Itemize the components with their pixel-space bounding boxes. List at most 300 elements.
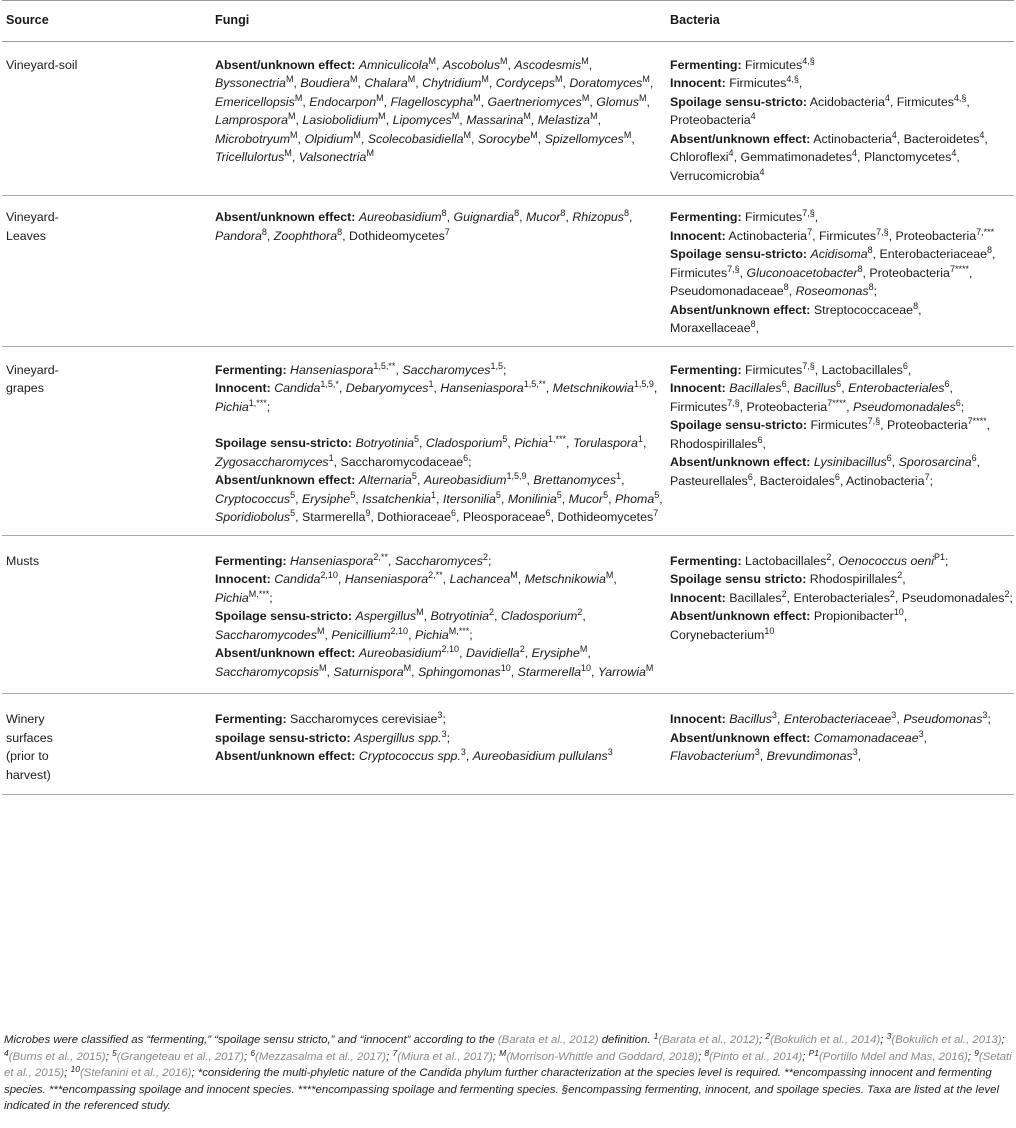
taxon-name: Saccharomyces [402, 362, 491, 377]
taxon-ref: 7**** [967, 416, 987, 426]
taxon-entry [596, 92, 647, 109]
taxon-entry [377, 510, 456, 524]
taxon-name: Dothioraceae [377, 510, 451, 524]
taxon-name: Emericellopsis [215, 94, 295, 109]
taxon-name: Streptococcaceae [813, 302, 914, 317]
taxon-entry [853, 397, 961, 414]
taxon-ref: 6 [463, 452, 469, 463]
category-end: ; [487, 553, 492, 568]
taxon-ref: 4 [852, 148, 858, 158]
category-end: ; [446, 730, 451, 745]
taxon-entry [501, 609, 582, 623]
taxon-ref: 2,** [428, 570, 443, 580]
taxon-entry [466, 646, 525, 660]
fungi-cell [215, 346, 670, 535]
taxon-ref: 3 [891, 710, 897, 720]
category-label: Absent/unknown effect: [215, 473, 356, 487]
taxon-entry [362, 489, 436, 506]
footnote-ref: (Setati et al., 2015) [4, 1050, 1012, 1079]
taxon-entry [463, 510, 551, 524]
taxon-ref: 1 [616, 471, 622, 481]
taxon-entry [728, 226, 813, 243]
category-label: Innocent: [670, 228, 726, 243]
footnote-ref: (Morrison-Whittle and Goddard, 2018) [506, 1050, 699, 1063]
taxon-ref: M [530, 129, 538, 140]
taxon-name: Actinobacteria [728, 228, 808, 243]
taxon-entry [215, 588, 270, 605]
taxon-ref: 6 [757, 434, 763, 445]
taxon-ref: 7,§ [802, 208, 815, 218]
taxon-ref: 5 [654, 489, 660, 500]
taxon-entry [333, 662, 412, 679]
taxon-ref: 2,10 [390, 625, 409, 636]
taxon-entry [729, 712, 777, 726]
category-label: Innocent: [670, 590, 726, 605]
taxon-entry [507, 489, 562, 506]
taxon-ref: 5 [350, 489, 356, 500]
taxon-ref: 1,5,** [523, 379, 546, 389]
taxon-name: Propionibacter [813, 609, 894, 623]
category-label: Fermenting: [215, 553, 287, 568]
taxon-entry [670, 150, 734, 164]
taxon-entry [215, 150, 292, 164]
taxon-ref: 6 [902, 360, 908, 371]
footnote-ref: (Barata et al., 2012) [658, 1034, 760, 1046]
taxon-entry [290, 551, 388, 568]
taxon-ref: M [294, 92, 303, 103]
taxon-ref: 8 [868, 282, 874, 292]
taxon-entry [274, 381, 339, 395]
category-block [215, 729, 670, 748]
taxon-name: Starmerella [302, 510, 366, 524]
taxon-ref: 7 [653, 508, 659, 518]
category-label: Fermenting: [670, 553, 742, 568]
taxon-ref: 3 [441, 728, 447, 739]
taxon-name: Mucor [568, 491, 604, 506]
taxon-name: Firmicutes [670, 399, 728, 414]
taxon-entry [903, 712, 987, 726]
taxon-name: Firmicutes [745, 210, 803, 224]
taxon-name: Lachancea [449, 572, 511, 586]
category-label: Fermenting: [670, 362, 742, 377]
taxon-name: Mucor [525, 210, 561, 224]
taxon-name: Erysiphe [301, 491, 351, 506]
category-label: Fermenting: [670, 57, 742, 72]
taxon-name: Pleosporaceae [462, 510, 546, 524]
category-block: Fermenting: Lactobacillales$^2$, Oenococcus oeni$^{P1}$; [670, 551, 949, 568]
taxon-name: Acidisoma [810, 247, 868, 261]
taxon-entry [573, 436, 643, 450]
taxon-ref: 3 [771, 710, 777, 720]
table-row [2, 41, 1014, 196]
taxon-name: Pseudomonadales [853, 399, 956, 414]
category-block [670, 208, 1014, 227]
category-label: Absent/unknown effect: [670, 730, 811, 745]
taxon-ref: M [407, 74, 416, 84]
taxon-name: Pichia [215, 399, 249, 414]
taxon-name: Cladosporium [500, 609, 578, 623]
taxon-entry [810, 572, 902, 586]
taxon-ref: 7,§ [727, 263, 740, 274]
taxon-name: Pichia [414, 627, 449, 642]
taxon-entry [538, 113, 598, 127]
taxon-entry [301, 489, 356, 506]
taxon-ref: 1,5,9 [506, 471, 527, 481]
taxon-ref: 4 [951, 148, 957, 158]
taxon-ref: 8 [750, 319, 756, 329]
taxon-entry [359, 473, 417, 487]
category-block: Spoilage sensu-stricto: Acidobacteria$^4$, Firmicutes$^{4,\S}$, Proteobacteria$^4$ [670, 92, 970, 127]
taxon-ref: 2,10 [320, 570, 338, 580]
footnote-ref: (Burns et al., 2015) [8, 1050, 106, 1063]
taxon-entry [740, 150, 857, 164]
taxon-ref: 7**** [827, 397, 847, 408]
taxon-entry [390, 92, 481, 109]
taxon-name: Lamprospora [215, 113, 289, 127]
category-block: Spoilage sensu-stricto: Botryotinia$^5$, Cladosporium$^5$, Pichia$^{1,***}$, Torulaspora$^1$, Zygosaccharomyces$^1$, Saccharomycodaceae$^6$; [215, 434, 647, 469]
taxon-entry [745, 551, 832, 568]
taxon-name: Pandora [215, 228, 262, 243]
footnote-ref: (Barata et al., 2012) [497, 1034, 599, 1046]
taxon-name: Gaertneriomyces [487, 94, 582, 109]
taxon-name: Melastiza [537, 113, 591, 127]
taxon-ref: 10 [580, 662, 591, 673]
taxon-ref: M [473, 92, 481, 103]
taxon-name: Penicillium [331, 627, 391, 642]
taxon-ref: M [623, 129, 632, 140]
taxon-name: Issatchenkia [362, 491, 431, 506]
taxon-name: Chloroflexi [670, 150, 729, 164]
category-label: Spoilage sensu-stricto: [215, 609, 353, 623]
source-label: Vineyard-Leaves [6, 210, 59, 243]
taxon-name: Proteobacteria [895, 228, 977, 243]
taxon-name: Bacteroidales [759, 473, 835, 488]
taxon-name: Aureobasidium pullulans [472, 749, 608, 763]
taxon-entry [414, 625, 470, 642]
taxon-entry [813, 728, 924, 745]
taxon-name: Aureobasidium [358, 210, 442, 224]
taxon-entry [422, 76, 489, 90]
taxon-ref: 8 [783, 282, 789, 292]
source-cell [2, 196, 215, 347]
taxon-name: Chalara [364, 76, 408, 90]
taxon-ref: 9 [365, 508, 371, 518]
taxon-ref: 7,§ [802, 360, 815, 371]
taxon-ref: 8 [913, 300, 919, 311]
category-label: Spoilage sensu stricto: [670, 572, 807, 586]
category-label: Fermenting: [215, 712, 287, 726]
taxon-entry [514, 55, 589, 72]
taxon-name: Comamonadaceae [813, 730, 919, 745]
taxon-entry [215, 226, 267, 243]
category-block: Innocent: Candida$^{2,10}$, Hanseniaspora$^{2,**}$, Lachancea$^M$, Metschnikowia$^M$, Pichia$^{M,***}$; [215, 570, 617, 605]
taxon-entry [215, 92, 303, 109]
taxon-ref: 5 [495, 489, 501, 500]
taxon-entry [821, 360, 908, 377]
taxon-name: Pichia [514, 436, 549, 450]
fungi-cell [215, 41, 670, 196]
footnote-ref-marker: 8 [704, 1047, 710, 1058]
taxon-entry [793, 588, 895, 605]
taxon-name: Oenococcus oeni [838, 553, 934, 568]
taxon-ref: 4 [728, 148, 734, 158]
taxon-entry [215, 129, 298, 146]
taxon-ref: 10 [764, 625, 775, 636]
taxon-entry [424, 473, 527, 487]
taxon-name: Enterobacteriaceae [783, 712, 892, 726]
bacteria-cell [670, 535, 1014, 694]
taxon-entry [473, 749, 613, 763]
taxon-entry [746, 263, 863, 280]
category-end: , [902, 572, 906, 586]
taxon-name: Endocarpon [309, 94, 377, 109]
taxon-name: Aureobasidium [423, 473, 507, 487]
taxon-entry [880, 247, 992, 261]
taxon-ref: 2 [489, 607, 495, 617]
taxon-name: Hanseniaspora [290, 553, 374, 568]
category-label: Fermenting: [215, 362, 287, 377]
taxon-entry [496, 76, 563, 90]
taxon-ref: M,*** [448, 625, 470, 636]
taxon-name: Aureobasidium [358, 646, 442, 660]
taxon-ref: M [605, 570, 614, 580]
taxon-entry [215, 397, 267, 414]
taxon-ref: 4 [750, 111, 756, 121]
taxon-entry [300, 76, 357, 90]
footnote-intro: Microbes were classified as “fermenting,” “spoilage sensu stricto,” and “innocent” according to the [4, 1034, 495, 1046]
taxon-entry [864, 150, 956, 164]
taxon-entry [358, 55, 436, 72]
taxon-entry [309, 92, 384, 109]
taxon-ref: P1 [933, 551, 945, 562]
taxon-name: Hanseniaspora [440, 381, 524, 395]
taxon-entry [514, 436, 566, 450]
taxon-name: Enterobacteriales [848, 381, 945, 395]
taxon-ref: 7 [807, 226, 813, 237]
taxon-ref: 3 [754, 747, 760, 757]
taxon-ref: M [353, 129, 361, 140]
taxon-name: Moraxellaceae [670, 321, 751, 335]
table-body [2, 41, 1014, 795]
footnote-ref: (Pinto et al., 2014) [709, 1050, 803, 1063]
taxon-ref: 3 [607, 747, 613, 757]
taxon-entry [349, 226, 450, 243]
taxon-name: Alternaria [358, 473, 412, 487]
taxon-name: Brettanomyces [533, 473, 617, 487]
category-end: ; [469, 627, 473, 642]
source-cell [2, 694, 215, 795]
category-label: Innocent: [215, 381, 271, 395]
source-label: Vineyard-soil [6, 57, 78, 72]
taxon-entry [814, 455, 892, 469]
category-end: ; [987, 712, 991, 726]
microbes-table [2, 0, 1014, 795]
taxon-entry [670, 321, 756, 335]
taxon-ref: M [349, 74, 358, 84]
category-block: Spoilage sensu-stricto: Firmicutes$^{7,\S}$, Proteobacteria$^{7****}$, Rhodospirillales$^6$, [670, 416, 991, 451]
taxon-name: Lactobacillales [821, 362, 903, 377]
taxon-entry [746, 397, 847, 414]
taxon-name: Firmicutes [810, 418, 868, 432]
taxon-entry [302, 510, 370, 524]
taxon-name: Ascodesmis [514, 57, 582, 72]
footnote-ref: (Bokulich et al., 2013) [891, 1034, 1002, 1046]
taxon-entry [745, 360, 815, 377]
taxon-name: Bacillus [793, 381, 837, 395]
taxon-name: Monilinia [507, 491, 557, 506]
footnote-ref: (Portillo Mdel and Mas, 2016) [818, 1050, 968, 1063]
taxon-entry [532, 646, 588, 660]
footnote-ref-marker: 4 [4, 1047, 9, 1058]
footnote-ref-marker: 3 [886, 1031, 892, 1041]
taxon-ref: 6 [944, 379, 950, 389]
taxon-ref: 8 [987, 245, 993, 255]
taxon-ref: 1,5 [490, 360, 503, 371]
category-block: Absent/unknown effect: Alternaria$^5$, Aureobasidium$^{1,5,9}$, Brettanomyces$^1$, Cryptococcus$^5$, Erysiphe$^5$, Issatchenkia$^1$, Itersonilia$^5$, Monilinia$^5$, Mucor$^5$, Phoma$^5$, Sporidiobolus$^5$, Starmerella$^9$, Dothioraceae$^6$, Pleosporaceae$^6$, Dothideomycetes$^7$ [215, 471, 663, 524]
taxon-entry [340, 452, 472, 469]
taxon-ref: 6 [955, 397, 961, 408]
taxon-ref: M [318, 662, 327, 673]
taxon-ref: 1,5,** [373, 360, 396, 371]
taxon-entry [299, 150, 374, 164]
taxon-ref: 1 [637, 434, 643, 444]
table-footnote: Microbes were classified as “fermenting,” “spoilage sensu stricto,” and “innocent” according to the (Barata et al., 2012) definition. $^1$(Barata et al., 2012); $^2$(Bokulich et al., 2014); $^3$(Bokulich et al., 2013); $^4$(Burns et al., 2015); $^5$(Grangeteau et al., 2017); $^6$(Mezzasalma et al., 2017); $^7$(Miura et al., 2017); $^M$(Morrison-Whittle and Goddard, 2018); $^8$(Pinto et al., 2014); $^{P1}$(Portillo Mdel and Mas, 2016); $^9$(Setati et al., 2015); $^{10}$(Stefanini et al., 2016); *considering the multi-phyletic nature of the Candida phylum further characterization at the species level is required. **encompassing innocent and fermenting species. ***encompassing spoilage and innocent species. ****encompassing spoilage and fermenting species. §encompassing fermenting, innocent, and spoilage species. Taxa are listed at the level indicated in the referenced study. [4, 1031, 1012, 1112]
taxon-name: Cladosporium [425, 436, 503, 450]
taxon-entry [367, 129, 471, 146]
taxon-entry [796, 284, 874, 298]
taxon-entry [670, 625, 775, 642]
taxon-ref: M [581, 55, 589, 66]
taxon-name: Zoophthora [273, 228, 338, 243]
taxon-name: Sporidiobolus [215, 510, 291, 524]
taxon-entry [544, 129, 632, 146]
taxon-entry [364, 76, 415, 90]
taxon-entry [670, 471, 753, 488]
category-block: Fermenting: Firmicutes$^{7,\S}$, Lactobacillales$^6$, [670, 360, 912, 377]
taxon-entry [393, 113, 460, 127]
taxon-entry [290, 360, 396, 377]
footnote-ref: (Stefanini et al., 2016) [79, 1067, 192, 1079]
taxon-ref: M [554, 74, 563, 84]
taxon-entry [215, 489, 296, 506]
taxon-name: Flavobacterium [670, 749, 755, 763]
category-end: ; [873, 284, 878, 298]
taxon-name: Lactobacillales [745, 553, 827, 568]
taxon-ref: M [638, 92, 647, 103]
taxon-name: Starmerella [517, 664, 581, 679]
category-block: Innocent: Actinobacteria$^7$, Firmicutes$^{7,\S}$, Proteobacteria$^{7,***}$ [670, 226, 995, 243]
taxon-name: Cryptococcus [215, 491, 291, 506]
taxon-ref: 4,§ [953, 92, 967, 103]
taxon-entry [304, 129, 361, 146]
taxon-entry [729, 381, 786, 395]
taxon-name: Bacteroidetes [903, 131, 980, 146]
category-end: , [814, 210, 819, 224]
category-label: Spoilage sensu-stricto: [670, 247, 808, 261]
taxon-entry [745, 55, 815, 72]
taxon-ref: 2,10 [441, 644, 460, 654]
taxon-name: Hanseniaspora [290, 362, 374, 377]
taxon-name: Enterobacteriaceae [879, 247, 987, 261]
taxon-ref: 3 [918, 728, 924, 739]
taxon-name: Roseomonas [795, 284, 869, 298]
taxon-name: Phoma [614, 491, 655, 506]
category-block: Absent/unknown effect: Aureobasidium$^{2,10}$, Davidiella$^2$, Erysiphe$^M$, Saccharomycopsis$^M$, Saturnispora$^M$, Sphingomonas$^{10}$, Starmerella$^{10}$, Yarrowia$^M$ [215, 644, 654, 679]
category-end: ; [960, 399, 965, 414]
taxon-name: Glomus [596, 94, 639, 109]
taxon-ref: 5 [290, 489, 296, 500]
taxon-name: Boudiera [300, 76, 350, 90]
taxon-entry [848, 381, 949, 395]
taxon-entry [355, 609, 423, 623]
taxon-name: Dothideomycetes [349, 228, 445, 243]
category-block: Fermenting: Hanseniaspora$^{1,5,**}$, Saccharomyces$^{1,5}$; [215, 360, 507, 377]
category-end: ; [929, 473, 934, 488]
taxon-entry [903, 129, 985, 146]
taxon-ref: 6 [971, 453, 977, 463]
source-cell [2, 41, 215, 196]
taxon-name: Saccharomycodes [215, 627, 317, 642]
taxon-entry [670, 166, 765, 183]
category-label: Absent/unknown effect: [215, 210, 356, 224]
taxon-name: Candida [274, 572, 321, 586]
taxon-name: Proteobacteria [670, 113, 751, 127]
taxon-ref: M [523, 111, 531, 121]
taxon-ref: M [316, 625, 325, 636]
taxon-name: Pseudomonadales [901, 590, 1005, 605]
taxon-ref: 5 [290, 508, 296, 518]
taxon-name: Guignardia [453, 210, 515, 224]
taxon-ref: 6 [836, 379, 842, 389]
taxon-entry [557, 510, 658, 524]
taxon-entry [597, 662, 654, 679]
category-block [670, 570, 1014, 589]
taxon-ref: 2 [519, 644, 525, 654]
taxon-ref: 5 [556, 489, 562, 500]
category-label: Spoilage sensu-stricto: [670, 418, 808, 432]
taxon-ref: 7 [444, 226, 450, 237]
taxon-entry [745, 210, 815, 224]
source-label: Vineyard-grapes [6, 362, 59, 395]
taxon-name: Botryotinia [355, 436, 415, 450]
taxon-ref: 7,§ [867, 416, 881, 426]
taxon-entry [670, 113, 756, 127]
taxon-entry [670, 284, 789, 298]
category-block: Innocent: Candida$^{1,5,*}$, Debaryomyces$^1$, Hanseniaspora$^{1,5,**}$, Metschnikowia$^{1,5,9}$, Pichia$^{1,***}$; [215, 379, 658, 414]
category-end: ; [1009, 590, 1013, 605]
taxon-name: Pichia [215, 590, 249, 605]
taxon-name: Firmicutes [745, 362, 803, 377]
taxon-name: Sporosarcina [898, 455, 972, 469]
taxon-entry [793, 381, 841, 395]
taxon-name: Torulaspora [572, 436, 638, 450]
taxon-entry [418, 662, 511, 679]
taxon-ref: M [451, 111, 460, 121]
taxon-name: Saccharomycopsis [215, 664, 319, 679]
taxon-ref: 5 [414, 434, 420, 444]
table-row [2, 535, 1014, 694]
footnote-notes: *considering the multi-phyletic nature of the Candida phylum further characterization at the species level is required. **encompassing innocent and fermenting species. ***encompassing spoilage and innocent species. ****encompassing spoilage and fermenting species. §encompassing fermenting, innocent, and spoilage species. Taxa are listed at the level indicated in the referenced study. [4, 1067, 999, 1112]
header-bacteria: Bacteria [670, 1, 1014, 42]
category-label: Innocent: [670, 712, 726, 726]
taxon-entry [901, 588, 1013, 605]
taxon-name: Davidiella [465, 646, 520, 660]
category-end: ; [503, 362, 507, 377]
category-block: Absent/unknown effect: Propionibacter$^{10}$, Corynebacterium$^{10}$ [670, 607, 908, 642]
taxon-entry [477, 129, 538, 146]
taxon-ref: 8 [514, 208, 520, 218]
taxon-entry [215, 113, 296, 127]
